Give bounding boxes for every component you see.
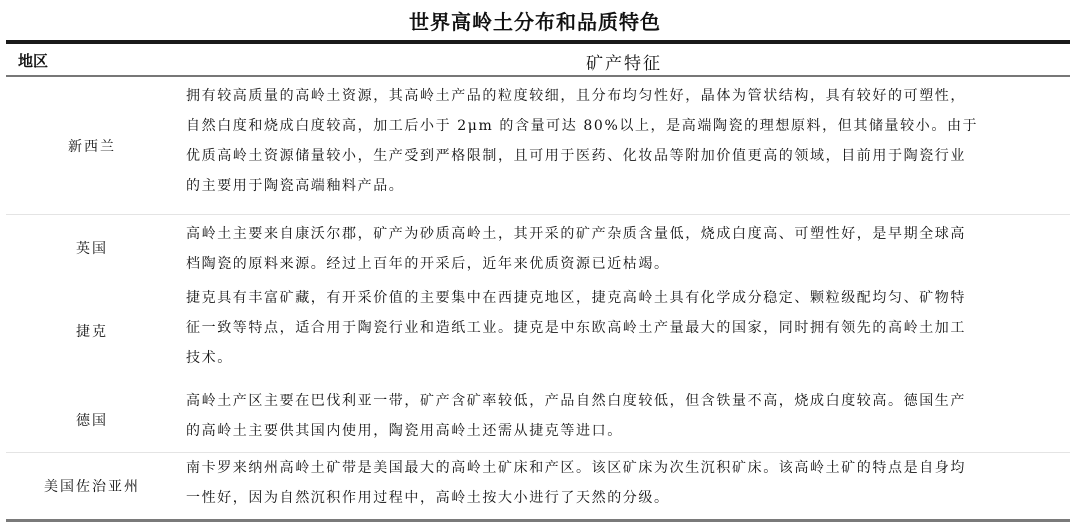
description-line: 技术。 <box>186 350 233 366</box>
description-line: 的高岭土主要供其国内使用，陶瓷用高岭土还需从捷克等进口。 <box>186 423 623 439</box>
description-line: 高岭土产区主要在巴伐利亚一带，矿产含矿率较低，产品自然白度较低，但含铁量不高，烧成白度较高。德国生产 <box>186 393 966 409</box>
description-line: 档陶瓷的原料来源。经过上百年的开采后，近年来优质资源已近枯竭。 <box>186 256 670 272</box>
region-cell: 美国佐治亚州 <box>44 479 140 495</box>
description-line: 高岭土主要来自康沃尔郡，矿产为砂质高岭土，其开采的矿产杂质含量低，烧成白度高、可塑性好，是早期全球高 <box>186 226 966 242</box>
description-line: 一性好，因为自然沉积作用过程中，高岭土按大小进行了天然的分级。 <box>186 490 670 506</box>
table-row-germany <box>6 388 1070 453</box>
description-line: 拥有较高质量的高岭土资源，其高岭土产品的粒度较细，且分布均匀性好，晶体为管状结构，具有较好的可塑性， <box>186 88 966 104</box>
table-header <box>6 44 1070 77</box>
region-cell: 新西兰 <box>68 138 116 155</box>
table-row-new-zealand <box>6 77 1070 215</box>
table-row-uk <box>6 215 1070 281</box>
region-cell: 捷克 <box>76 324 108 340</box>
description-cell <box>186 386 1066 446</box>
region-cell: 英国 <box>76 241 108 257</box>
description-line: 优质高岭土资源储量较小，生产受到严格限制，且可用于医药、化妆品等附加价值更高的领域，目前用于陶瓷行业 <box>186 148 966 164</box>
description-line: 的主要用于陶瓷高端釉料产品。 <box>186 178 405 194</box>
header-region: 地区 <box>18 52 49 70</box>
description-cell <box>186 453 1066 513</box>
table-row-czech <box>6 279 1070 383</box>
description-cell <box>186 81 1066 201</box>
description-line: 捷克具有丰富矿藏，有开采价值的主要集中在西捷克地区，捷克高岭土具有化学成分稳定、颗粒级配均匀、矿物特 <box>186 290 966 306</box>
description-cell <box>186 283 1066 373</box>
header-features: 矿产特征 <box>586 54 662 74</box>
table-row-usa-georgia <box>6 453 1070 519</box>
bottom-rule <box>6 519 1070 522</box>
description-line: 征一致等特点，适合用于陶瓷行业和造纸工业。捷克是中东欧高岭土产量最大的国家，同时拥有领先的高岭土加工 <box>186 320 966 336</box>
description-line: 自然白度和烧成白度较高，加工后小于 2μm 的含量可达 80%以上，是高端陶瓷的理想原料，但其储量较小。由于 <box>186 118 979 134</box>
table-title: 世界高岭土分布和品质特色 <box>409 10 661 34</box>
region-cell: 德国 <box>76 413 108 429</box>
description-cell <box>186 219 1066 279</box>
description-line: 南卡罗来纳州高岭土矿带是美国最大的高岭土矿床和产区。该区矿床为次生沉积矿床。该高岭土矿的特点是自身均 <box>186 460 966 476</box>
